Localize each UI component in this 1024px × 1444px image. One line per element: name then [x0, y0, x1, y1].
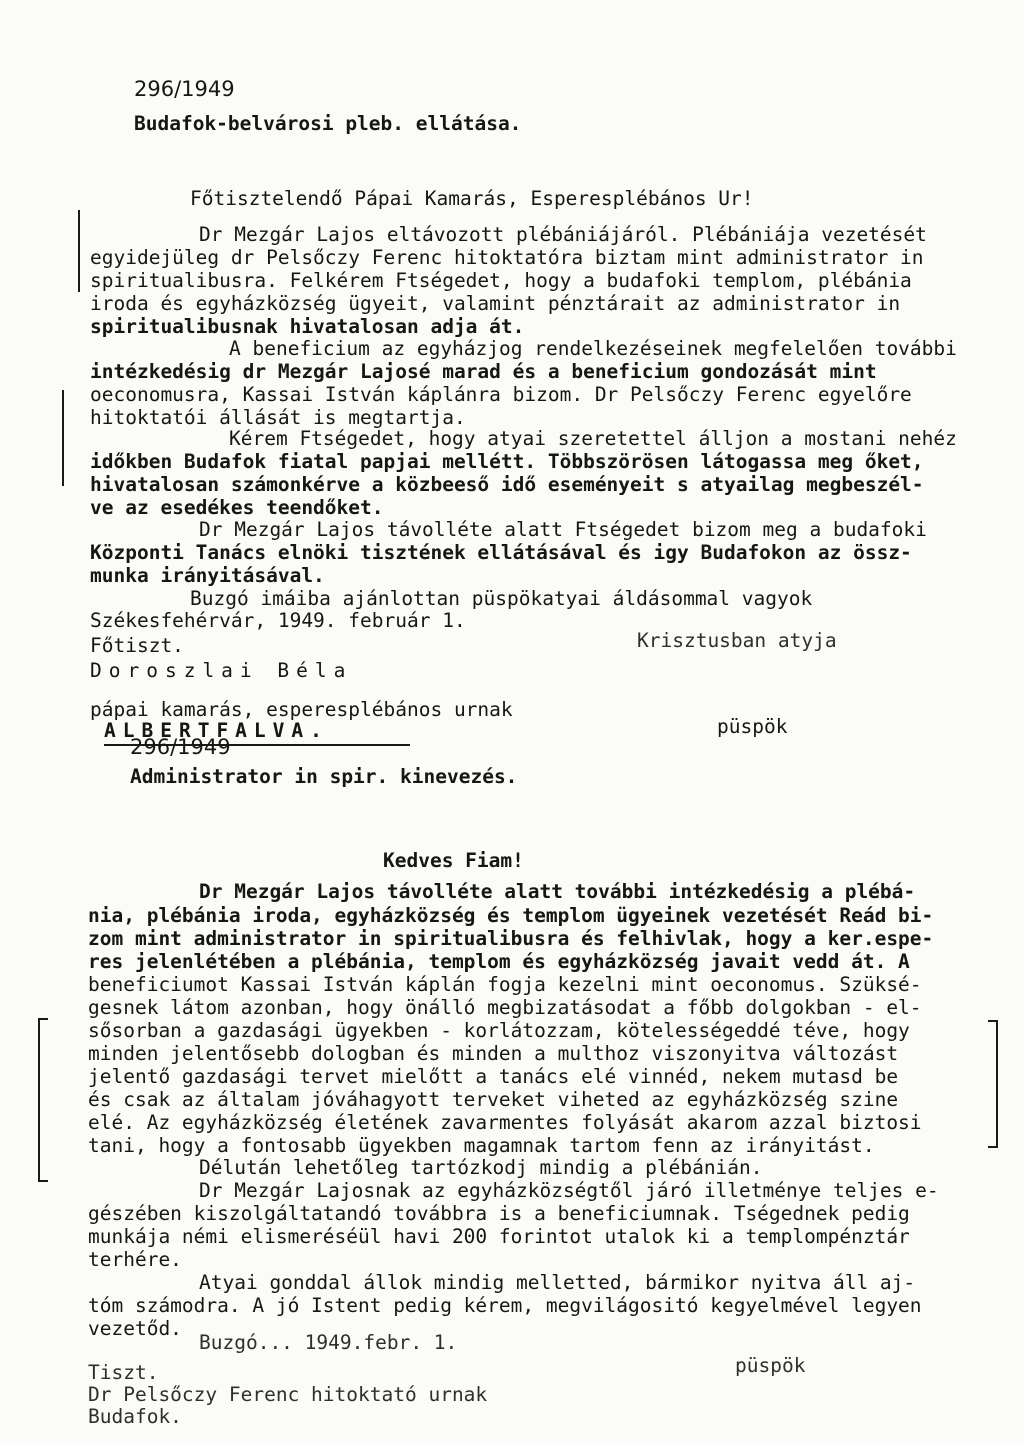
- letter1-body-line: iroda és egyházközség ügyeit, valamint pénztárait az administrator in: [90, 292, 901, 315]
- letter2-body-line: minden jelentősebb dologban és minden a multhoz viszonyitva változást: [88, 1042, 899, 1065]
- letter2-body-line: tani, hogy a fontosabb ügyekben magamnak tartom fenn az irányitást.: [88, 1134, 875, 1157]
- letter1-body-line: Dr Mezgár Lajos eltávozott plébániájáról. Plébániája vezetését: [199, 223, 927, 246]
- letter1-body-line: spiritualibusra. Felkérem Ftségedet, hogy a budafoki templom, plébánia: [90, 269, 912, 292]
- letter2-addressee-name: Dr Pelsőczy Ferenc hitoktató urnak: [88, 1383, 488, 1406]
- letter1-addressee-place: ALBERTFALVA.: [104, 719, 329, 742]
- letter2-body-line: Buzgó... 1949.febr. 1.: [199, 1331, 458, 1354]
- letter1-addressee-role: pápai kamarás, esperesplébános urnak: [90, 698, 513, 721]
- letter1-subject: Budafok-belvárosi pleb. ellátása.: [134, 112, 522, 135]
- letter1-body-line: Kérem Ftségedet, hogy atyai szeretettel álljon a mostani nehéz: [229, 427, 957, 450]
- letter1-ref-number: 296/1949: [134, 77, 235, 101]
- letter1-addressee-title: Főtiszt.: [90, 634, 184, 657]
- letter2-addressee-title: Tiszt.: [88, 1361, 159, 1384]
- margin-bracket-left: [62, 390, 64, 486]
- letter2-body-line: gesnek látom azonban, hogy önálló megbizatásodat a főbb dolgokban - el-: [88, 996, 922, 1019]
- letter2-body-line: Délután lehetőleg tartózkodj mindig a plébánián.: [199, 1156, 763, 1179]
- letter1-addressee-name: Doroszlai Béla: [90, 659, 353, 682]
- letter2-body-line: terhére.: [88, 1248, 182, 1271]
- letter2-signature: püspök: [735, 1354, 806, 1377]
- margin-bracket-left: [38, 1018, 48, 1182]
- letter2-body-line: Atyai gonddal állok mindig melletted, bármikor nyitva áll aj-: [199, 1271, 916, 1294]
- letter1-body-line: spiritualibusnak hivatalosan adja át.: [90, 315, 525, 338]
- letter2-subject: Administrator in spir. kinevezés.: [130, 765, 518, 788]
- letter1-body-line: Dr Mezgár Lajos távolléte alatt Ftségedet bizom meg a budafoki: [199, 518, 927, 541]
- letter1-body-line: hitoktatói állását is megtartja.: [90, 406, 466, 429]
- letter1-body-line: hivatalosan számonkérve a közbeeső idő eseményeit s atyailag megbeszél-: [90, 473, 924, 496]
- letter1-body-line: oeconomusra, Kassai István káplánra bizom. Dr Pelsőczy Ferenc egyelőre: [90, 383, 912, 406]
- letter2-body-line: tóm számodra. A jó Istent pedig kérem, megvilágositó kegyelmével legyen: [88, 1294, 922, 1317]
- letter2-body-line: elé. Az egyházközség életének zavarmentes folyását akarom azzal biztosi: [88, 1111, 922, 1134]
- letter2-body-line: Dr Mezgár Lajos távolléte alatt további intézkedésig a plébá-: [199, 880, 916, 903]
- letter1-body-line: Központi Tanács elnöki tisztének ellátásával és igy Budafokon az össz-: [90, 541, 912, 564]
- letter1-body-line: Buzgó imáiba ajánlottan püspökatyai áldásommal vagyok: [190, 587, 813, 610]
- letter2-body-line: Dr Mezgár Lajosnak az egyházközségtől járó illetménye teljes e-: [199, 1179, 939, 1202]
- margin-bracket-right: [988, 1020, 998, 1148]
- letter1-body-line: A beneficium az egyházjog rendelkezéseinek megfelelően további: [229, 337, 957, 360]
- letter2-body-line: gészében kiszolgáltatandó továbbra is a beneficiumnak. Tségednek pedig: [88, 1202, 910, 1225]
- letter2-body-line: jelentő gazdasági tervet mielőtt a tanács elé vinnéd, nekem mutasd be: [88, 1065, 899, 1088]
- letter2-ref-number: 296/1949: [130, 735, 231, 759]
- letter2-body-line: res jelenlétében a plébánia, templom és egyházközség javait vedd át. A: [88, 950, 910, 973]
- letter1-salutation: Főtisztelendő Pápai Kamarás, Esperesplébános Ur!: [190, 187, 754, 210]
- letter2-body-line: zom mint administrator in spiritualibusra és felhivlak, hogy a ker.espe-: [88, 927, 934, 950]
- letter2-body-line: munkája némi elismeréséül havi 200 forintot utalok ki a templompénztár: [88, 1225, 910, 1248]
- letter1-body-line: időkben Budafok fiatal papjai mellétt. Többszörösen látogassa meg őket,: [90, 450, 924, 473]
- letter2-body-line: vezetőd.: [88, 1317, 182, 1340]
- letter2-addressee-place: Budafok.: [88, 1405, 182, 1428]
- letter2-salutation: Kedves Fiam!: [383, 849, 524, 872]
- letter2-body-line: és csak az általam jóváhagyott terveket viheted az egyházközség szine: [88, 1088, 899, 1111]
- letter2-body-line: beneficiumot Kassai István káplán fogja kezelni mint oeconomus. Szüksé-: [88, 973, 922, 996]
- letter1-body-line: munka irányitásával.: [90, 564, 325, 587]
- letter2-body-line: nia, plébánia iroda, egyházközség és templom ügyeinek vezetését Reád bi-: [88, 904, 934, 927]
- letter1-closing: Krisztusban atyja: [637, 629, 837, 652]
- letter1-body-line: intézkedésig dr Mezgár Lajosé marad és a beneficium gondozását mint: [90, 360, 877, 383]
- letter2-body-line: sősorban a gazdasági ügyekben - korlátozzam, kötelességeddé téve, hogy: [88, 1019, 910, 1042]
- margin-bracket-left: [78, 210, 80, 292]
- letter1-signature: püspök: [717, 715, 788, 738]
- letter1-body-line: ve az esedékes teendőket.: [90, 496, 384, 519]
- letter1-body-line: egyidejüleg dr Pelsőczy Ferenc hitoktatóra biztam mint administrator in: [90, 246, 924, 269]
- letter1-body-line: Székesfehérvár, 1949. február 1.: [90, 609, 466, 632]
